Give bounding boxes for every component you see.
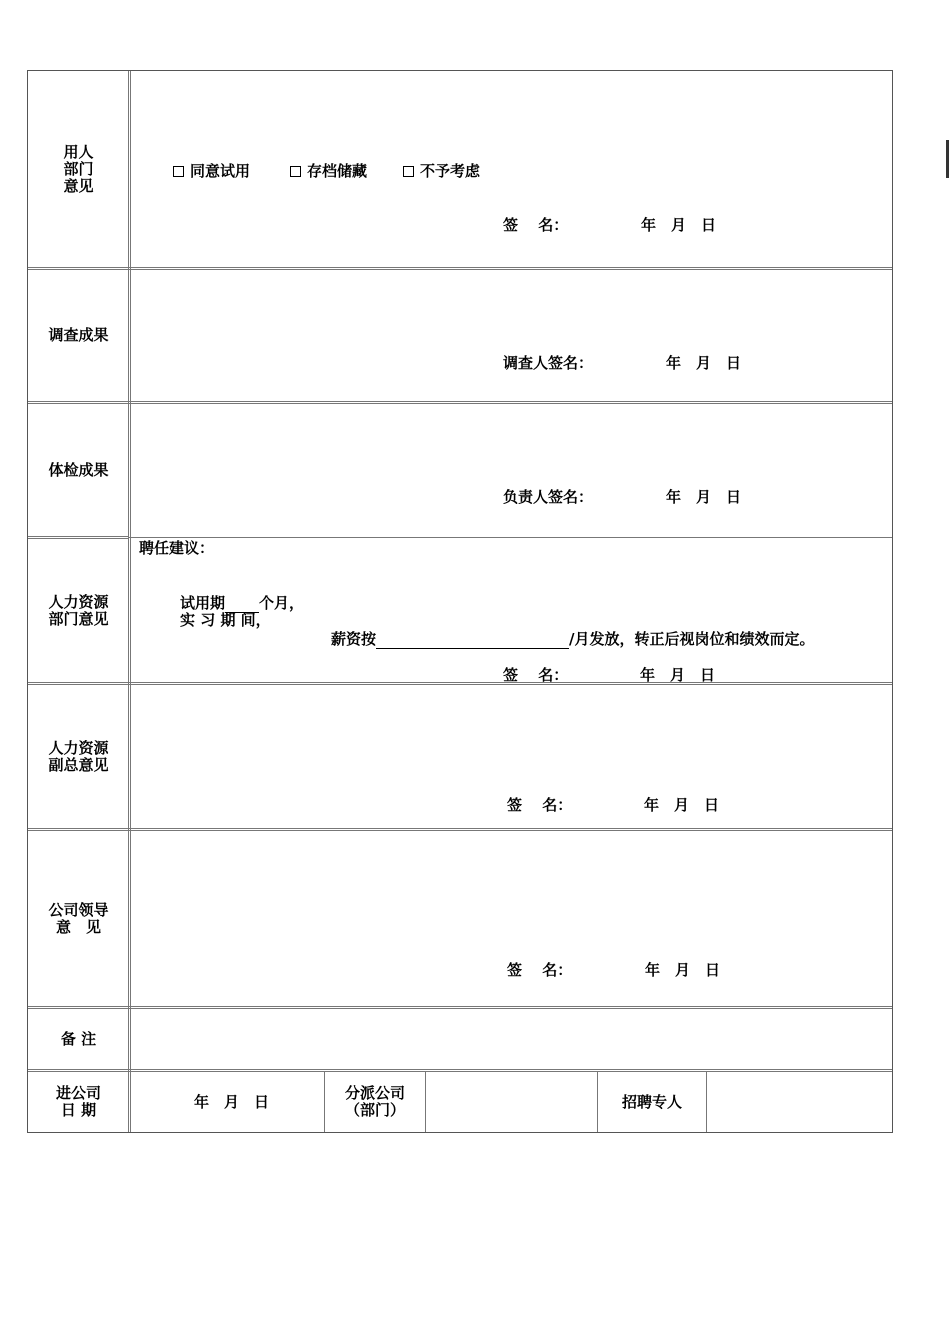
checkbox-icon[interactable] [290, 166, 301, 177]
assigned-dept-label: 分派公司 （部门） [344, 1084, 405, 1119]
salary-prefix: 薪资按 [331, 630, 377, 648]
hr-vp-label: 人力资源 副总意见 [48, 738, 109, 774]
probation-prefix: 试用期 [180, 594, 226, 612]
responsible-signature-label: 负责人签名： [503, 488, 594, 506]
row-divider [129, 537, 892, 538]
signature-label: 签 名： [507, 961, 573, 979]
row-divider [28, 1006, 892, 1009]
option-archive[interactable] [290, 163, 367, 180]
recruitment-approval-form [27, 70, 893, 1133]
investigator-signature-label: 调查人签名： [503, 354, 594, 372]
entry-date-label: 进公司 日 期 [55, 1084, 101, 1119]
medical-label: 体检成果 [48, 460, 109, 479]
date-label: 年 月 日 [641, 216, 717, 234]
salary-suffix: /月发放，转正后视岗位和绩效而定。 [569, 630, 815, 648]
entry-date-value: 年 月 日 [194, 1093, 270, 1111]
bottom-cell-divider [706, 1071, 707, 1132]
row-divider [28, 1069, 892, 1072]
row-divider [28, 267, 892, 270]
page-edge-mark [946, 140, 949, 178]
option-label: 同意试用 [190, 162, 251, 180]
row-divider [28, 401, 892, 404]
employer-dept-label: 用人 部门 意见 [63, 142, 94, 195]
date-label: 年 月 日 [644, 796, 720, 814]
hr-dept-label: 人力资源 部门意见 [48, 592, 109, 628]
row-divider [28, 828, 892, 831]
bottom-cell-divider [425, 1071, 426, 1132]
signature-label: 签 名： [503, 666, 569, 684]
signature-label: 签 名： [503, 216, 569, 234]
date-label: 年 月 日 [640, 666, 716, 684]
investigation-label: 调查成果 [48, 326, 109, 344]
row-divider [28, 682, 892, 685]
recruiter-label: 招聘专人 [621, 1092, 682, 1111]
salary-line [331, 631, 815, 649]
option-reject[interactable] [403, 163, 480, 180]
option-agree-trial[interactable] [173, 163, 250, 180]
signature-label: 签 名： [507, 796, 573, 814]
date-label: 年 月 日 [666, 354, 742, 372]
probation-suffix: 个月， [259, 594, 305, 612]
date-label: 年 月 日 [645, 961, 721, 979]
leader-label: 公司领导 意 见 [48, 900, 109, 936]
checkbox-icon[interactable] [403, 166, 414, 177]
option-label: 存档储藏 [307, 162, 368, 180]
checkbox-icon[interactable] [173, 166, 184, 177]
hiring-suggestion-label: 聘任建议： [139, 539, 215, 557]
remarks-label: 备 注 [60, 1029, 97, 1048]
option-label: 不予考虑 [420, 162, 481, 180]
salary-amount-blank[interactable] [376, 631, 569, 649]
internship-label: 实 习 期 间， [180, 611, 271, 629]
date-label: 年 月 日 [666, 488, 742, 506]
